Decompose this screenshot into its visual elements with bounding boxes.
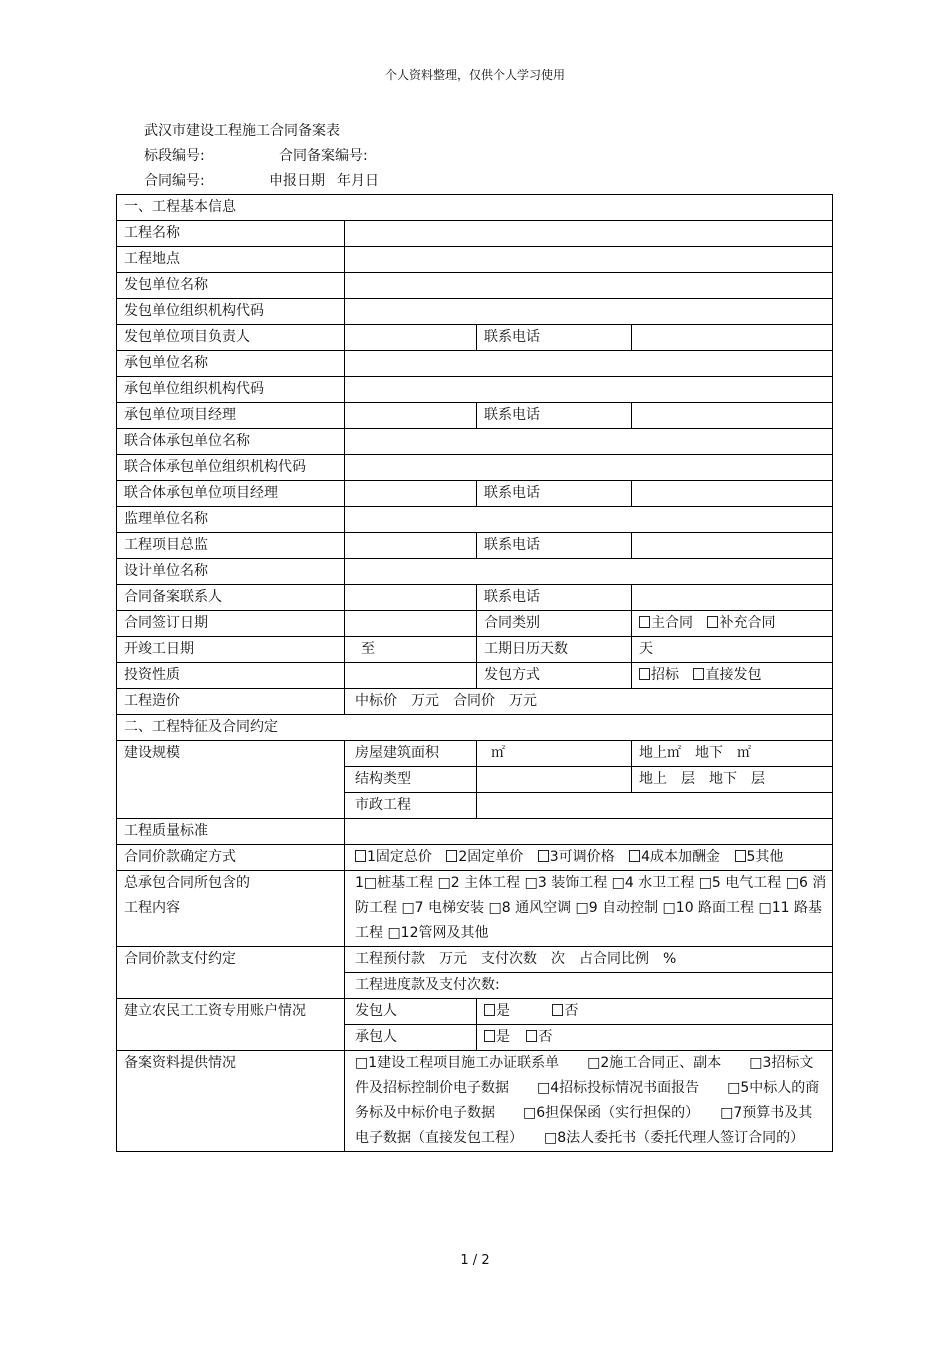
label-designer-name: 设计单位名称 — [117, 559, 345, 585]
value-contractor-name[interactable] — [345, 351, 833, 377]
contract-type-options — [632, 611, 833, 637]
section2-title: 二、工程特征及合同约定 — [117, 715, 833, 741]
price-cost-plus-checkbox[interactable]: 4成本加酬金 — [629, 849, 720, 865]
label-employer: 发包人 — [345, 999, 477, 1025]
value-employer-name[interactable] — [345, 273, 833, 299]
contract-type-main-checkbox[interactable]: 主合同 — [639, 615, 693, 631]
value-floors[interactable]: 地上 层 地下 层 — [632, 767, 833, 793]
label-employer-org-code: 发包单位组织机构代码 — [117, 299, 345, 325]
value-phone[interactable] — [632, 533, 833, 559]
price-other-checkbox[interactable]: 5其他 — [735, 849, 784, 865]
value-chief-supervisor[interactable] — [345, 533, 477, 559]
contract-no-label: 合同编号: — [144, 173, 205, 189]
value-phone[interactable] — [632, 585, 833, 611]
label-scale: 建设规模 — [117, 741, 345, 819]
label-municipal: 市政工程 — [345, 793, 477, 819]
label-duration: 工期日历天数 — [477, 637, 632, 663]
label-award-method: 发包方式 — [477, 663, 632, 689]
employer-no-checkbox[interactable]: 否 — [552, 1003, 578, 1019]
label-project-location: 工程地点 — [117, 247, 345, 273]
label-phone: 联系电话 — [477, 481, 632, 507]
label-phone: 联系电话 — [477, 403, 632, 429]
filing-no-label: 合同备案编号: — [279, 148, 368, 164]
page-number: 1 / 2 — [460, 1253, 490, 1268]
value-employer-pm[interactable] — [345, 325, 477, 351]
employer-account-options — [477, 999, 833, 1025]
report-date-label: 申报日期 — [269, 173, 325, 189]
value-duration[interactable]: 天 — [632, 637, 833, 663]
value-payment-progress[interactable]: 工程进度款及支付次数: — [345, 973, 833, 999]
price-fixed-unit-checkbox[interactable]: 2固定单价 — [446, 849, 523, 865]
checkbox-icon — [707, 616, 718, 628]
value-supervisor-name[interactable] — [345, 507, 833, 533]
checkbox-icon — [639, 616, 650, 628]
checkbox-icon — [484, 1030, 495, 1042]
contractor-no-checkbox[interactable]: 否 — [526, 1029, 552, 1045]
checkbox-icon — [629, 850, 640, 862]
value-cost[interactable]: 中标价 万元 合同价 万元 — [345, 689, 833, 715]
value-filing-contact[interactable] — [345, 585, 477, 611]
award-direct-checkbox[interactable]: 直接发包 — [693, 667, 761, 683]
label-consortium-pm: 联合体承包单位项目经理 — [117, 481, 345, 507]
meta-row-2 — [144, 170, 379, 190]
filing-materials-options[interactable]: □1建设工程项目施工办证联系单 □2施工合同正、副本 □3招标文件及招标控制价电子数据 □4招标投标情况书面报告 □5中标人的商务标及中标价电子数据 □6担保保函（实行担保的） □7预算书及其电子数据（直接发包工程） □8法人委托书（委托代理人签订合同的） — [345, 1051, 833, 1152]
checkbox-icon — [538, 850, 549, 862]
filing-table — [116, 194, 833, 1152]
value-contractor-pm[interactable] — [345, 403, 477, 429]
label-start-end-date: 开竣工日期 — [117, 637, 345, 663]
checkbox-icon — [484, 1004, 495, 1016]
value-project-name[interactable] — [345, 221, 833, 247]
label-wage-account: 建立农民工工资专用账户情况 — [117, 999, 345, 1051]
value-project-location[interactable] — [345, 247, 833, 273]
value-investment[interactable] — [345, 663, 477, 689]
value-contractor-org-code[interactable] — [345, 377, 833, 403]
label-price-method: 合同价款确定方式 — [117, 845, 345, 871]
label-contract-type: 合同类别 — [477, 611, 632, 637]
label-payment: 合同价款支付约定 — [117, 947, 345, 999]
value-consortium-pm[interactable] — [345, 481, 477, 507]
label-phone: 联系电话 — [477, 325, 632, 351]
value-municipal[interactable] — [477, 793, 833, 819]
label-contractor: 承包人 — [345, 1025, 477, 1051]
checkbox-icon — [735, 850, 746, 862]
award-tender-checkbox[interactable]: 招标 — [639, 667, 679, 683]
value-consortium-name[interactable] — [345, 429, 833, 455]
contract-type-supplement-checkbox[interactable]: 补充合同 — [707, 615, 775, 631]
checkbox-icon — [526, 1030, 537, 1042]
label-cost: 工程造价 — [117, 689, 345, 715]
checkbox-icon — [639, 668, 650, 680]
value-payment-advance[interactable]: 工程预付款 万元 支付次数 次 占合同比例 % — [345, 947, 833, 973]
label-structure-type: 结构类型 — [345, 767, 477, 793]
label-contractor-name: 承包单位名称 — [117, 351, 345, 377]
general-content-options[interactable]: 1□桩基工程 □2 主体工程 □3 装饰工程 □4 水卫工程 □5 电气工程 □6 消防工程 □7 电梯安装 □8 通风空调 □9 自动控制 □10 路面工程 □11 路基工程 □12管网及其他 — [345, 871, 833, 947]
value-structure-type[interactable] — [477, 767, 632, 793]
price-adjustable-checkbox[interactable]: 3可调价格 — [538, 849, 615, 865]
label-general-content: 总承包合同所包含的 工程内容 — [117, 871, 345, 947]
checkbox-icon — [552, 1004, 563, 1016]
label-consortium-org-code: 联合体承包单位组织机构代码 — [117, 455, 345, 481]
label-phone: 联系电话 — [477, 533, 632, 559]
value-floor-area[interactable]: ㎡ — [477, 741, 632, 767]
value-phone[interactable] — [632, 403, 833, 429]
section1-title: 一、工程基本信息 — [117, 195, 833, 221]
checkbox-icon — [355, 850, 366, 862]
value-quality-standard[interactable] — [345, 819, 833, 845]
value-sign-date[interactable] — [345, 611, 477, 637]
label-project-name: 工程名称 — [117, 221, 345, 247]
document-title: 武汉市建设工程施工合同备案表 — [144, 123, 340, 139]
label-phone: 联系电话 — [477, 585, 632, 611]
contractor-account-options — [477, 1025, 833, 1051]
meta-row-1 — [144, 145, 368, 165]
label-floor-area: 房屋建筑面积 — [345, 741, 477, 767]
label-supervisor-name: 监理单位名称 — [117, 507, 345, 533]
value-above-below-area[interactable]: 地上㎡ 地下 ㎡ — [632, 741, 833, 767]
price-fixed-total-checkbox[interactable]: 1固定总价 — [355, 849, 432, 865]
value-start-end-date[interactable]: 至 — [345, 637, 477, 663]
label-filing-materials: 备案资料提供情况 — [117, 1051, 345, 1152]
label-quality-standard: 工程质量标准 — [117, 819, 345, 845]
value-phone[interactable] — [632, 481, 833, 507]
price-method-options — [345, 845, 833, 871]
label-consortium-name: 联合体承包单位名称 — [117, 429, 345, 455]
label-filing-contact: 合同备案联系人 — [117, 585, 345, 611]
employer-yes-checkbox[interactable]: 是 — [484, 1003, 510, 1019]
section-no-label: 标段编号: — [144, 148, 205, 164]
checkbox-icon — [693, 668, 704, 680]
label-employer-pm: 发包单位项目负责人 — [117, 325, 345, 351]
award-method-options — [632, 663, 833, 689]
checkbox-icon — [446, 850, 457, 862]
label-contractor-org-code: 承包单位组织机构代码 — [117, 377, 345, 403]
value-designer-name[interactable] — [345, 559, 833, 585]
date-format: 年月日 — [337, 173, 379, 189]
value-phone[interactable] — [632, 325, 833, 351]
contractor-yes-checkbox[interactable]: 是 — [484, 1029, 510, 1045]
label-investment: 投资性质 — [117, 663, 345, 689]
label-contractor-pm: 承包单位项目经理 — [117, 403, 345, 429]
label-sign-date: 合同签订日期 — [117, 611, 345, 637]
header-note: 个人资料整理，仅供个人学习使用 — [384, 68, 565, 82]
label-chief-supervisor: 工程项目总监 — [117, 533, 345, 559]
value-consortium-org-code[interactable] — [345, 455, 833, 481]
label-employer-name: 发包单位名称 — [117, 273, 345, 299]
value-employer-org-code[interactable] — [345, 299, 833, 325]
